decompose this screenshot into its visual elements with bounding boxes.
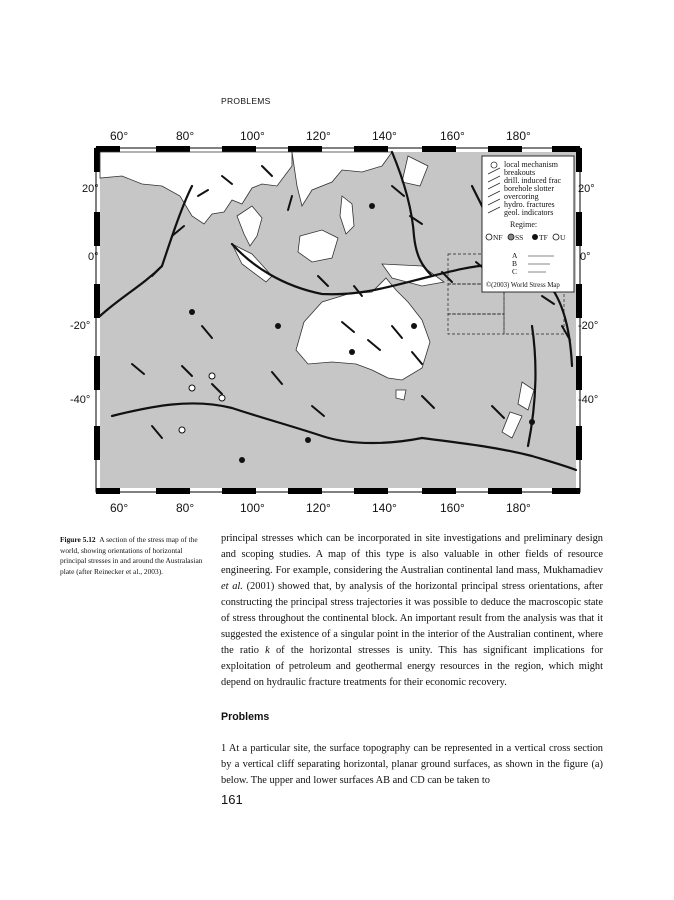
problems-heading: Problems xyxy=(221,711,270,723)
regime-item: SS xyxy=(515,233,524,242)
bottom-longitude-labels xyxy=(110,501,531,515)
regime-item: U xyxy=(560,233,566,242)
figure-caption xyxy=(60,535,210,577)
legend-copyright: ©(2003) World Stress Map xyxy=(486,282,560,289)
body-text-1: principal stresses which can be incorporated in site investigations and preliminary design and scoping studies. A map of this type is also valuable in other fields of resource engineering. For example, considering the Australian continental land mass, Mukhamadiev xyxy=(221,533,603,576)
legend-item: drill. induced frac xyxy=(504,176,562,185)
figure-label: Figure 5.12 xyxy=(60,535,96,544)
body-text-3: of the horizontal stresses is unity. This has significant implications for exploitation of petroleum and geothermal energy resources in the region, which might depend on hydraulic fracture treatments for their economic recovery. xyxy=(221,645,603,688)
lon-label: 60° xyxy=(110,501,129,515)
legend-item: local mechanism xyxy=(504,160,558,169)
bottom-scale-bar xyxy=(96,488,580,494)
lon-label: 120° xyxy=(306,129,331,143)
regime-item: NF xyxy=(493,233,503,242)
page-number: 161 xyxy=(221,792,243,807)
lat-label: -40° xyxy=(70,394,91,406)
lat-label: 0° xyxy=(88,251,99,263)
top-scale-bar xyxy=(96,146,580,152)
lon-label: 80° xyxy=(176,129,195,143)
lat-label: 20° xyxy=(578,183,595,195)
legend-item: overcoring xyxy=(504,192,539,201)
body-paragraph xyxy=(221,531,603,691)
quality-item: A xyxy=(512,251,518,260)
body-k: k xyxy=(265,645,270,656)
running-head: PROBLEMS xyxy=(221,96,271,106)
lat-label: 0° xyxy=(580,251,591,263)
lon-label: 180° xyxy=(506,501,531,515)
lon-label: 60° xyxy=(110,129,129,143)
lat-label: 20° xyxy=(82,183,99,195)
problem-1: 1 At a particular site, the surface topography can be represented in a vertical cross section by a vertical cliff separating horizontal, planar ground surfaces, as shown in the figure (a) below. The upper and lower surfaces AB and CD can be taken to xyxy=(221,743,603,786)
lat-label: -40° xyxy=(578,394,599,406)
lat-label: -20° xyxy=(70,320,91,332)
legend-item: breakouts xyxy=(504,168,536,177)
lon-label: 140° xyxy=(372,501,397,515)
regime-item: TF xyxy=(539,233,548,242)
lon-label: 100° xyxy=(240,129,265,143)
lat-label: -20° xyxy=(578,320,599,332)
caption-text: A section of the stress map of the world, showing orientations of horizontal principal stresses in and around the Australasian plate (after Reinecker et al., 2003). xyxy=(60,535,203,576)
map-legend xyxy=(482,156,574,292)
legend-item: borehole slotter xyxy=(504,184,554,193)
lon-label: 140° xyxy=(372,129,397,143)
lon-label: 80° xyxy=(176,501,195,515)
legend-item: hydro. fractures xyxy=(504,200,555,209)
body-text-2: (2001) showed that, by analysis of the horizontal principal stress orientations, after constructing the principal stress trajectories it was possible to deduce the macroscopic state of stress throughout the continental block. An important result from the analysis was that it suggested the existence of a singular point in the interior of the Australian continent, where the ratio xyxy=(221,581,604,656)
body-etal: et al. xyxy=(221,581,243,592)
quality-item: C xyxy=(512,267,518,276)
top-longitude-labels xyxy=(110,129,531,143)
stress-map-figure xyxy=(70,126,604,515)
lon-label: 160° xyxy=(440,129,465,143)
lon-label: 160° xyxy=(440,501,465,515)
legend-item: geol. indicators xyxy=(504,208,554,217)
quality-item: B xyxy=(512,259,518,268)
lon-label: 100° xyxy=(240,501,265,515)
legend-regime-title: Regime: xyxy=(510,220,538,229)
lon-label: 120° xyxy=(306,501,331,515)
lon-label: 180° xyxy=(506,129,531,143)
